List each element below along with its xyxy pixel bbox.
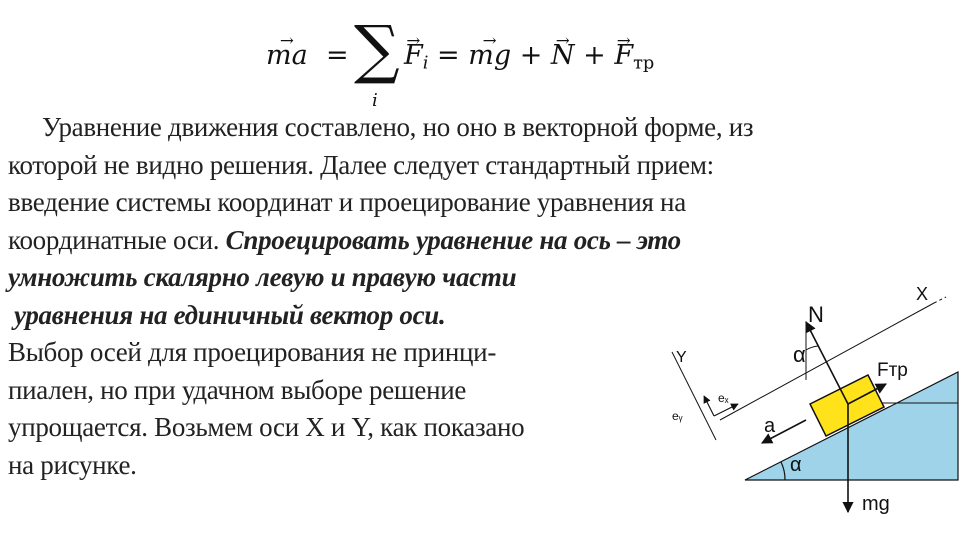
text-line-3: введение системы координат и проецирование уравнения на <box>8 187 686 217</box>
formula-rhs <box>404 40 654 73</box>
angle-label-top: α <box>793 342 806 367</box>
sum-index: i <box>372 90 378 111</box>
text-line-2: которой не видно решения. Далее следует стандартный прием: <box>8 149 714 180</box>
text-line-4 <box>8 222 753 260</box>
formula-equals-2: = <box>428 40 469 71</box>
text-line-7: Выбор осей для проецирования не принци- <box>8 337 497 367</box>
normal-angle-arc <box>806 346 818 350</box>
sum-term-index: i <box>422 52 429 74</box>
unit-vector-y-arrow <box>704 396 714 416</box>
acceleration-label: a <box>764 415 776 437</box>
text-line-9: упрощается. Возьмем оси X и Y, как показано <box>8 412 525 442</box>
sum-symbol: ∑ <box>354 13 400 87</box>
term-normal: → N <box>551 40 575 71</box>
text-line-10: на рисунке. <box>8 449 137 480</box>
formula-lhs <box>266 40 308 71</box>
term-friction: → F <box>614 40 633 71</box>
normal-force-arrow <box>806 322 848 404</box>
angle-label-base: α <box>790 454 802 476</box>
x-axis-dash <box>934 297 946 303</box>
equation-of-motion <box>262 13 682 111</box>
text-line-1: Уравнение движения составлено, но оно в векторной форме, из <box>42 112 754 142</box>
formula-plus-2: + <box>574 40 615 71</box>
unit-vector-y-label: eᵧ <box>672 409 683 423</box>
unit-vector-x-arrow <box>714 404 738 416</box>
gravity-force-label: mg <box>862 493 890 515</box>
unit-vector-x-label: eₓ <box>718 391 729 405</box>
text-line-8: пиален, но при удачном выборе решение <box>8 374 467 405</box>
text-line-4-plain: координатные оси. <box>8 224 226 255</box>
formula-plus-1: + <box>511 40 551 71</box>
text-line-5-emphasis: умножить скалярно левую и правую части <box>8 262 517 292</box>
friction-force-label: Fтр <box>877 360 908 381</box>
text-line-4-emphasis: Спроецировать уравнение на ось – это <box>225 224 681 255</box>
axis-x-label: X <box>916 284 929 304</box>
incline-diagram-svg <box>640 280 960 540</box>
term-friction-sub: тр <box>633 52 655 74</box>
normal-force-label: N <box>808 302 824 327</box>
text-line-6-emphasis: уравнения на единичный вектор оси. <box>14 299 446 330</box>
axis-y-label: Y <box>676 349 687 366</box>
formula-lhs-text: → ma <box>266 40 308 71</box>
term-gravity: → mg <box>468 40 511 71</box>
formula-equals: = <box>326 40 349 71</box>
incline-diagram <box>640 280 960 540</box>
sum-term: → F <box>404 40 423 71</box>
